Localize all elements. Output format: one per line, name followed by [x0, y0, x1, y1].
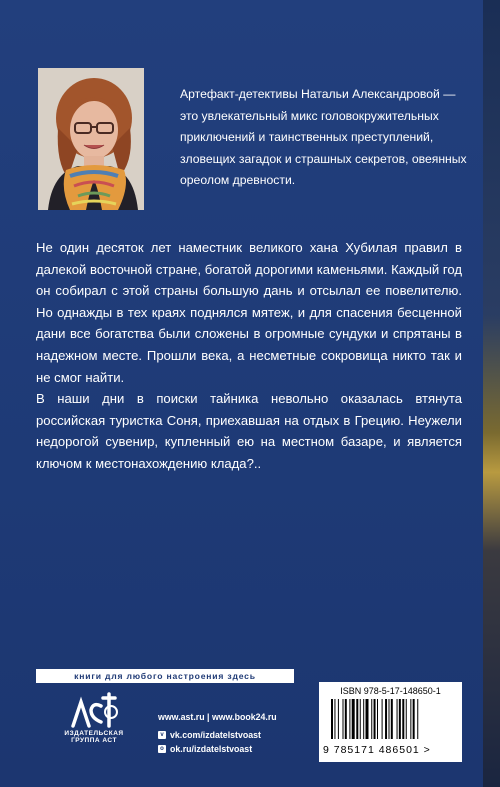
- barcode-bar: [331, 699, 333, 739]
- vk-link[interactable]: [158, 728, 277, 742]
- barcode-bar: [413, 699, 415, 739]
- barcode-bar: [399, 699, 401, 739]
- barcode-bar: [382, 699, 383, 739]
- vk-icon: v: [158, 731, 166, 739]
- barcode-bar: [352, 699, 355, 739]
- barcode-bar: [349, 699, 350, 739]
- barcode-bar: [360, 699, 361, 739]
- author-intro: Артефакт-детективы Натальи Александровой — это увлекательный микс головокружительных приключений и таинственных преступлений, зловещих загадок и страшных секретов, овеянных ореолом древности.: [180, 87, 467, 187]
- barcode-number: 9 785171 486501 >: [323, 744, 431, 756]
- barcode-bar: [410, 699, 411, 739]
- isbn-label: ISBN 978-5-17-148650-1: [340, 686, 441, 696]
- publisher-logo: [54, 692, 134, 744]
- barcode-bar: [385, 699, 387, 739]
- ast-logo-icon: [67, 692, 121, 728]
- publisher-links: [158, 710, 277, 756]
- ok-link-text: ok.ru/izdatelstvoast: [170, 744, 253, 754]
- barcode-icon: [329, 699, 462, 744]
- book-blurb: [36, 237, 462, 475]
- barcode-bar: [343, 699, 344, 739]
- barcode-bar: [402, 699, 404, 739]
- blurb-paragraph-1: Не один десяток лет наместник великого хана Хубилая правил в далекой восточной стране, богатой дорогими каменьями. Каждый год он собирал с этой страны большую дань и отсылал ее повелителю. Но однажды в тех краях поднялся мятеж, и для спасения бесценной дани все богатства были сложены в огромные сундуки и спрятаны в надежном месте. Прошли века, а несметные сокровища никто так и не смог найти.: [36, 240, 462, 385]
- publisher-caption: ИЗДАТЕЛЬСКАЯ ГРУППА АСТ: [64, 730, 124, 744]
- barcode-bar: [363, 699, 364, 739]
- barcode-bar: [356, 699, 358, 739]
- blurb-paragraph-2: В наши дни в поиски тайника невольно оказалась втянута российская туристка Соня, приехавшая на отдых в Грецию. Неужели недорогой сувенир, купленный ею на местном базаре, и является ключом к местонахождению клада?..: [36, 391, 462, 471]
- tagline-banner: книги для любого настроения здесь: [36, 669, 294, 683]
- barcode-bar: [406, 699, 407, 739]
- barcode-bar: [417, 699, 418, 739]
- ok-link[interactable]: [158, 742, 277, 756]
- barcode-bar: [334, 699, 335, 739]
- barcode-bar: [389, 699, 390, 739]
- barcode-bar: [338, 699, 339, 739]
- ok-icon: o: [158, 745, 166, 753]
- spine-edge: [483, 0, 500, 787]
- barcode-box: [319, 682, 462, 762]
- barcode-bar: [377, 699, 378, 739]
- barcode-bar: [397, 699, 398, 739]
- vk-link-text: vk.com/izdatelstvoast: [170, 730, 261, 740]
- barcode-bar: [345, 699, 347, 739]
- website-links[interactable]: www.ast.ru | www.book24.ru: [158, 712, 277, 722]
- barcode-bar: [371, 699, 372, 739]
- barcode-bar: [391, 699, 393, 739]
- barcode-bar: [366, 699, 369, 739]
- barcode-bar: [374, 699, 376, 739]
- author-photo: [38, 68, 144, 210]
